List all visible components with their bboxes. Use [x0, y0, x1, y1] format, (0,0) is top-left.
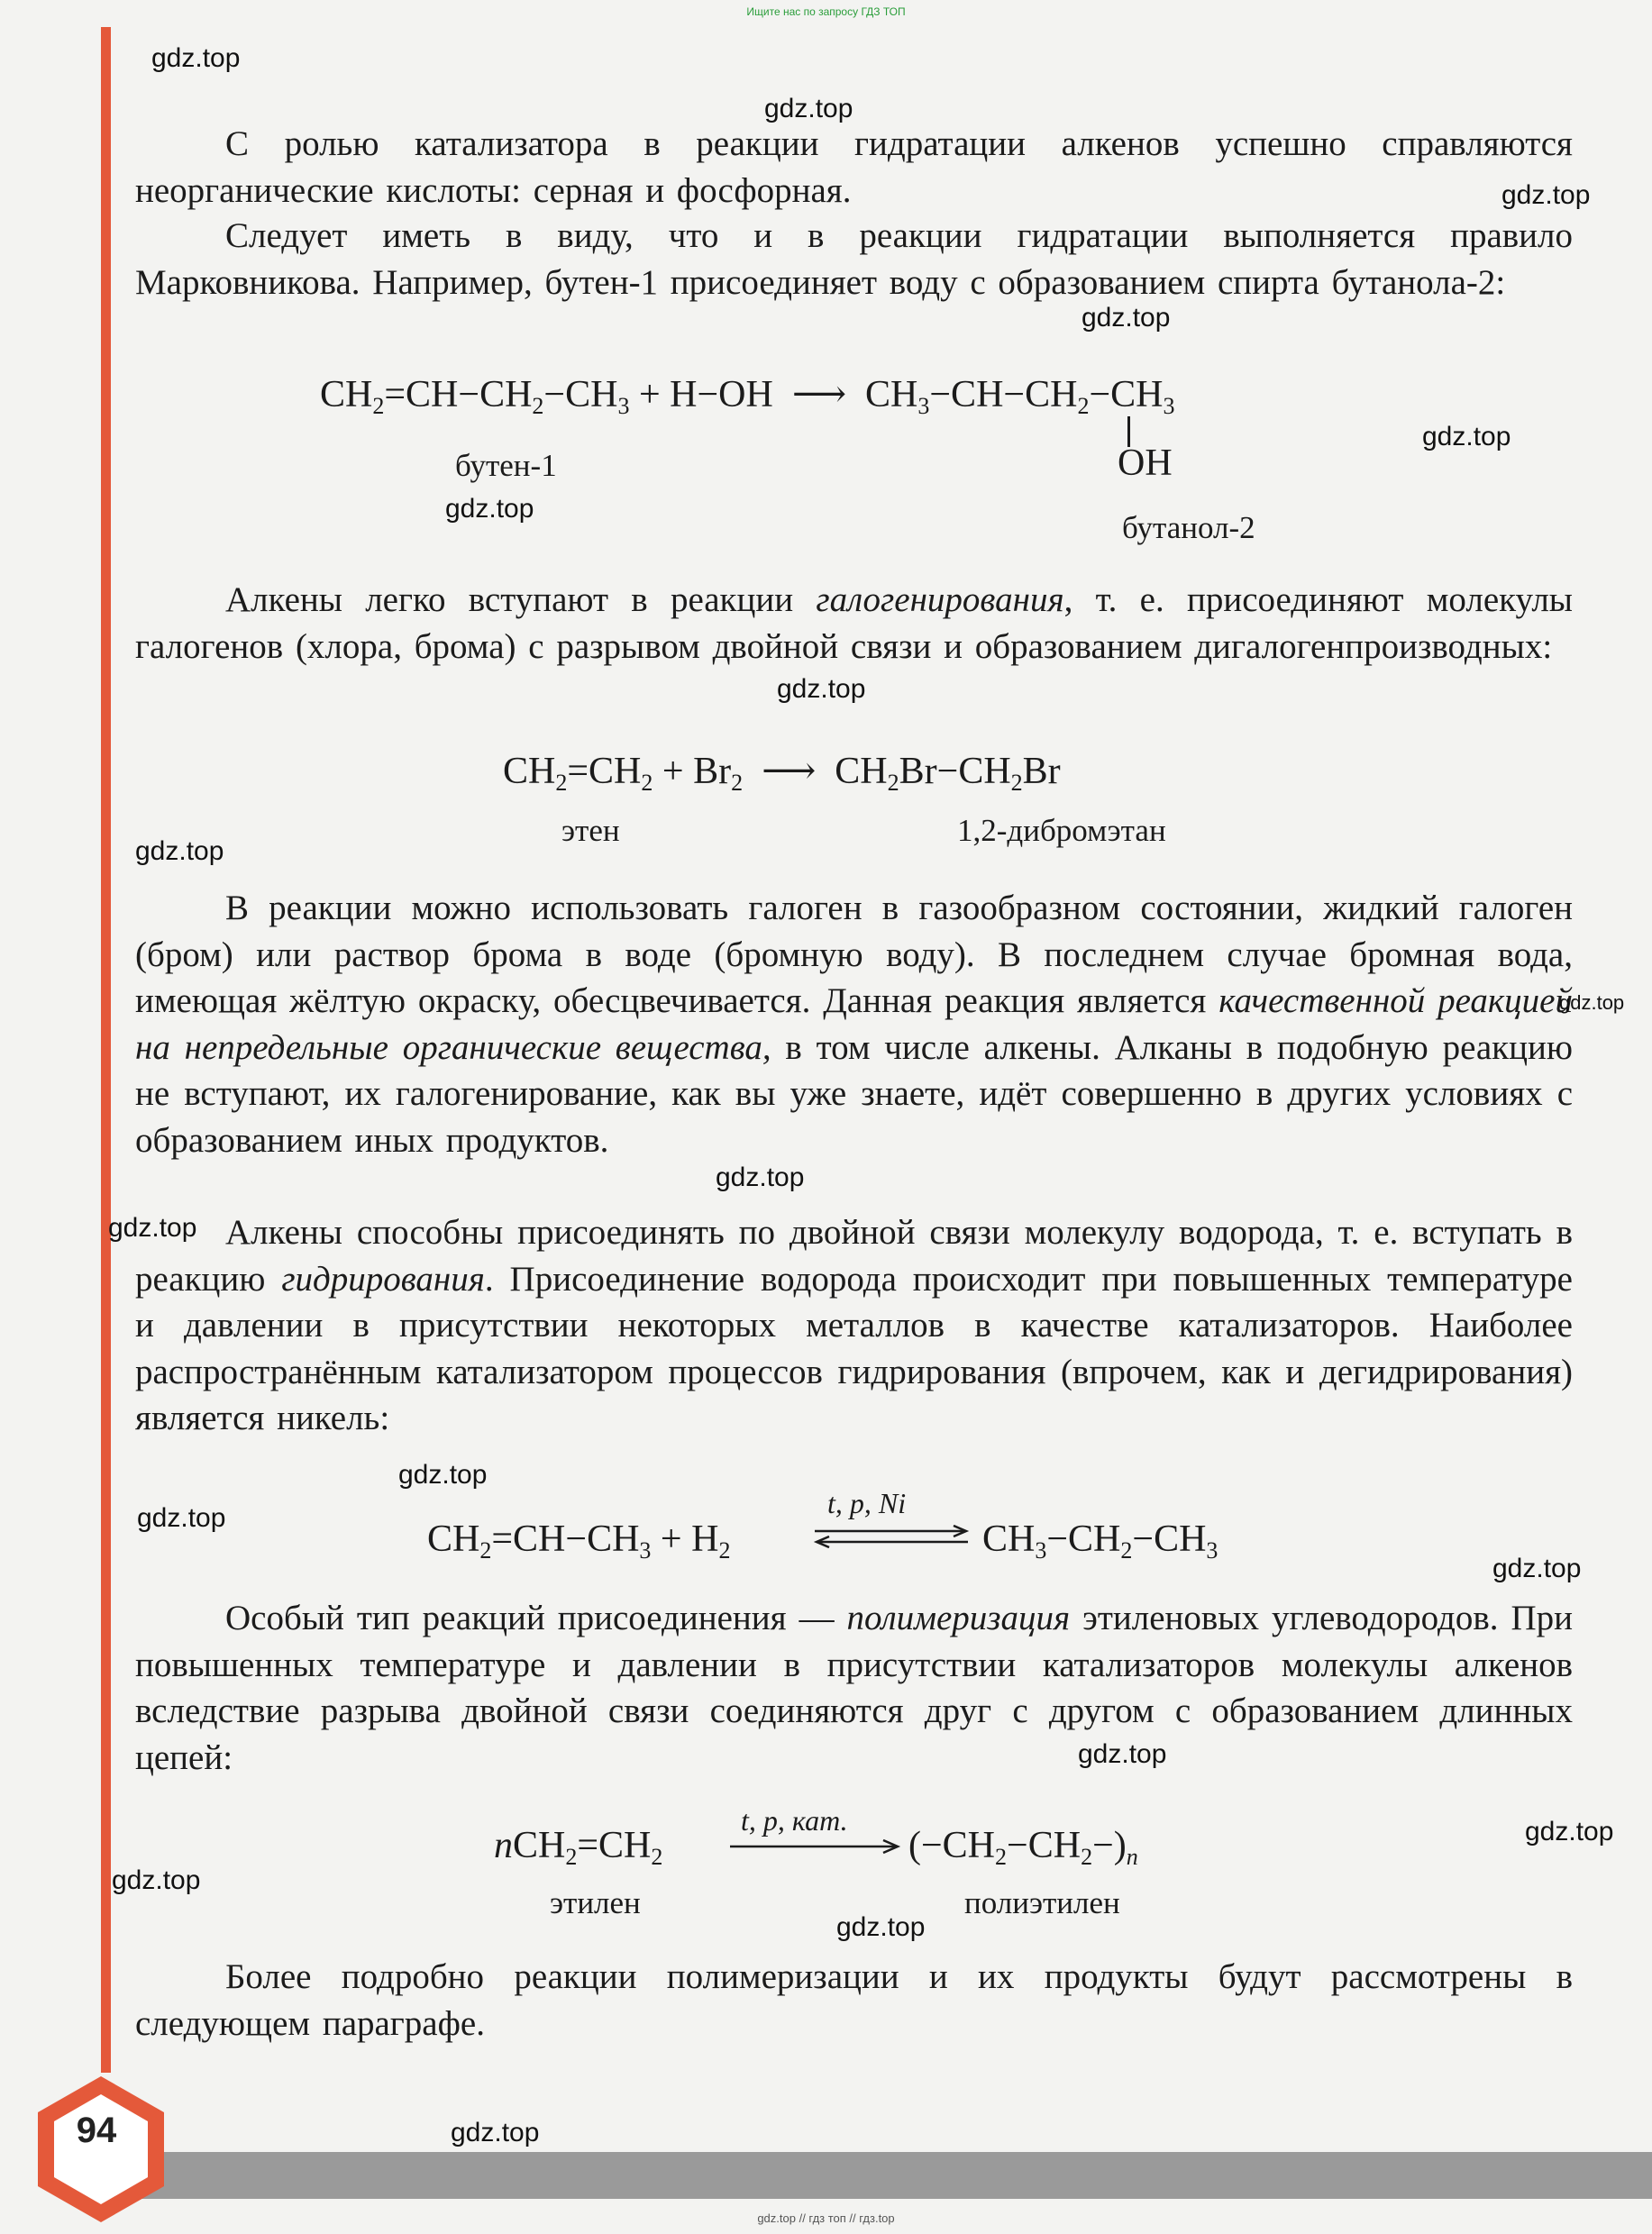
reaction-hydration: $CH_2=CH-CH_2-CH_3 + H-OH$ ⟶ $CH_3-CH-CH_2-CH_3$ [320, 374, 1175, 419]
condition-hydrogenation: t, p, Ni [827, 1487, 907, 1519]
reaction-polymerization-right: $(-CH_2-CH_2-)_n$ [908, 1825, 1138, 1870]
paragraph-5: Алкены способны присоединять по двойной связи молекулу водорода, т. е. вступать в реакцию гидрирования. Присоединение водорода происходит при повышенных температуре и давлении в присутствии некоторых металлов в качестве катализаторов. Наиболее распространённым катализатором процессов гидрирования (впрочем, как и дегидрирования) является никель: [135, 1213, 1573, 1437]
footer-band [108, 2152, 1652, 2199]
caption-polyethylene: полиэтилен [964, 1885, 1120, 1920]
watermark: gdz.top [137, 1503, 226, 1533]
watermark: gdz.top [1492, 1554, 1582, 1583]
watermark: gdz.top [777, 674, 866, 704]
watermark: gdz.top [135, 836, 224, 866]
caption-butene: бутен-1 [455, 448, 557, 483]
watermark: gdz.top [108, 1213, 197, 1243]
caption-ethylene: этилен [550, 1885, 641, 1920]
watermark: gdz.top [112, 1865, 201, 1895]
watermark: gdz.top [836, 1912, 926, 1942]
paragraph-4: В реакции можно использовать галоген в газообразном состоянии, жидкий галоген (бром) или раствор брома в воде (бромную воду). В последнем случае бромная вода, имеющая жёлтую окраску, обесцвечивается. Данная реакция является качественной реакцией на непредельные органические вещества, в том числе алкены. Алканы в подобную реакцию не вступают, их галогенирование, как вы уже знаете, идёт совершенно в других условиях с образованием иных продуктов. [135, 889, 1573, 1160]
caption-butanol: бутанол-2 [1122, 510, 1255, 545]
header-note: Ищите нас по запросу ГДЗ ТОП [746, 5, 906, 18]
watermark: gdz.top [1525, 1817, 1614, 1846]
polymerization-arrow [728, 1838, 901, 1855]
reaction-hydrogenation-right: $CH_3-CH_2-CH_3$ [982, 1518, 1218, 1564]
watermark: gdz.top [1559, 991, 1625, 1014]
paragraph-6: Особый тип реакций присоединения — полимеризация этиленовых углеводородов. При повышенных температуре и давлении в присутствии катализаторов молекулы алкенов вследствие разрыва двойной связи соединяются друг с другом с образованием длинных цепей: [135, 1599, 1573, 1777]
paragraph-3: Алкены легко вступают в реакции галогенирования, т. е. присоединяют молекулы галогенов (хлора, брома) с разрывом двойной связи и образованием дигалогенпроизводных: [135, 580, 1573, 666]
paragraph-1: С ролью катализатора в реакции гидратации алкенов успешно справляются неорганические кислоты: серная и фосфорная. [135, 124, 1573, 210]
caption-dibromoethane: 1,2-дибромэтан [957, 813, 1166, 848]
reaction-hydrogenation-left: $CH_2=CH-CH_3 + H_2$ [427, 1518, 731, 1564]
reaction-polymerization-left: $nCH_2=CH_2$ [494, 1825, 663, 1870]
watermark: gdz.top [1082, 303, 1171, 333]
watermark: gdz.top [1078, 1739, 1167, 1769]
watermark: gdz.top [451, 2118, 540, 2147]
watermark: gdz.top [1501, 180, 1591, 210]
paragraph-7: Более подробно реакции полимеризации и их продукты будут рассмотрены в следующем параграфе. [135, 1957, 1573, 2043]
watermark: gdz.top [398, 1460, 488, 1490]
reaction-bromination: $CH_2=CH_2 + Br_2$ ⟶ $CH_2Br-CH_2Br$ [503, 751, 1061, 796]
condition-polymerization: t, p, кат. [741, 1804, 848, 1837]
page-number: 94 [76, 2111, 117, 2150]
equilibrium-arrow [811, 1525, 972, 1548]
caption-ethene: этен [561, 813, 620, 848]
accent-bar [101, 27, 111, 2073]
watermark: gdz.top [445, 494, 534, 524]
hydroxyl-group: OH [1118, 442, 1173, 484]
watermark: gdz.top [151, 43, 241, 73]
watermark: gdz.top [764, 94, 853, 123]
paragraph-2: Следует иметь в виду, что и в реакции гидратации выполняется правило Марковникова. Например, бутен-1 присоединяет воду с образованием спирта бутанола-2: [135, 216, 1573, 302]
watermark: gdz.top [1422, 422, 1511, 451]
watermark: gdz.top [716, 1163, 805, 1192]
footer-note: gdz.top // гдз топ // гдз.top [757, 2211, 895, 2225]
